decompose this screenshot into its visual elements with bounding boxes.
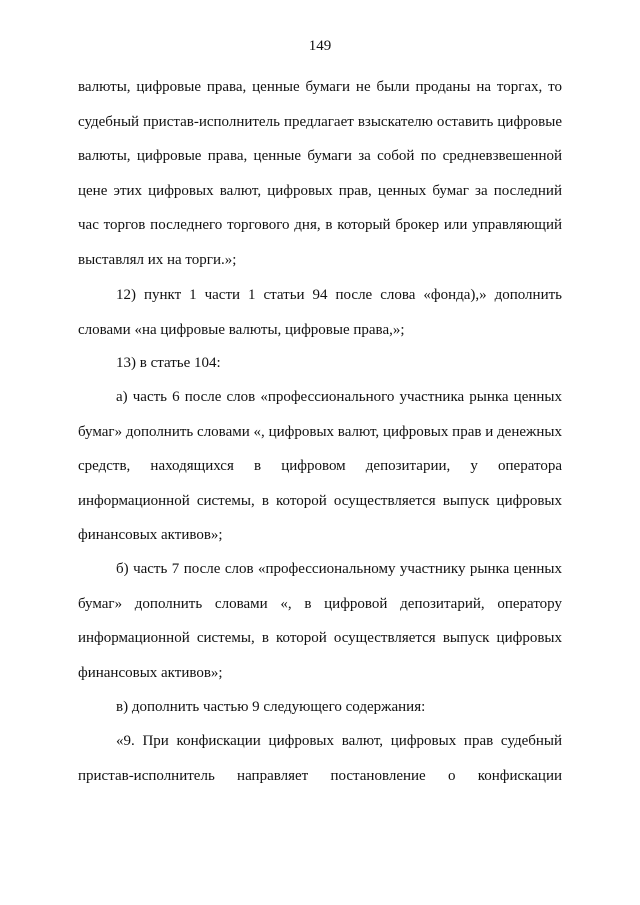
paragraph-item-b: б) часть 7 после слов «профессиональному участнику рынка ценных бумаг» дополнить словами «, в цифровой депозитарий, оператору информационной системы, в которой осуществляется выпуск цифровых финансовых активов»; xyxy=(78,561,562,681)
paragraph-continuation: валюты, цифровые права, ценные бумаги не были проданы на торгах, то судебный пристав-исполнитель предлагает взыскателю оставить цифровые валюты, цифровые права, ценные бумаги за собой по средневзвешенной цене этих цифровых валют, цифровых прав, ценных бумаг за последний час торгов последнего торгового дня, в который брокер или управляющий выставлял их на торги.»; xyxy=(78,79,562,268)
paragraph-item-v: в) дополнить частью 9 следующего содержания: xyxy=(116,699,426,715)
paragraph-part-9: «9. При конфискации цифровых валют, цифровых прав судебный пристав-исполнитель направляет постановление о конфискации xyxy=(78,733,562,784)
paragraph-item-12: 12) пункт 1 части 1 статьи 94 после слова «фонда),» дополнить словами «на цифровые валюты, цифровые права,»; xyxy=(78,287,562,338)
paragraph-item-a: а) часть 6 после слов «профессионального участника рынка ценных бумаг» дополнить словами «, цифровых валют, цифровых прав и денежных средств, находящихся в цифровом депозитарии, у оператора информационной системы, в которой осуществляется выпуск цифровых финансовых активов»; xyxy=(78,389,562,543)
paragraph-item-13: 13) в статье 104: xyxy=(116,355,221,371)
page-number: 149 xyxy=(308,38,332,54)
